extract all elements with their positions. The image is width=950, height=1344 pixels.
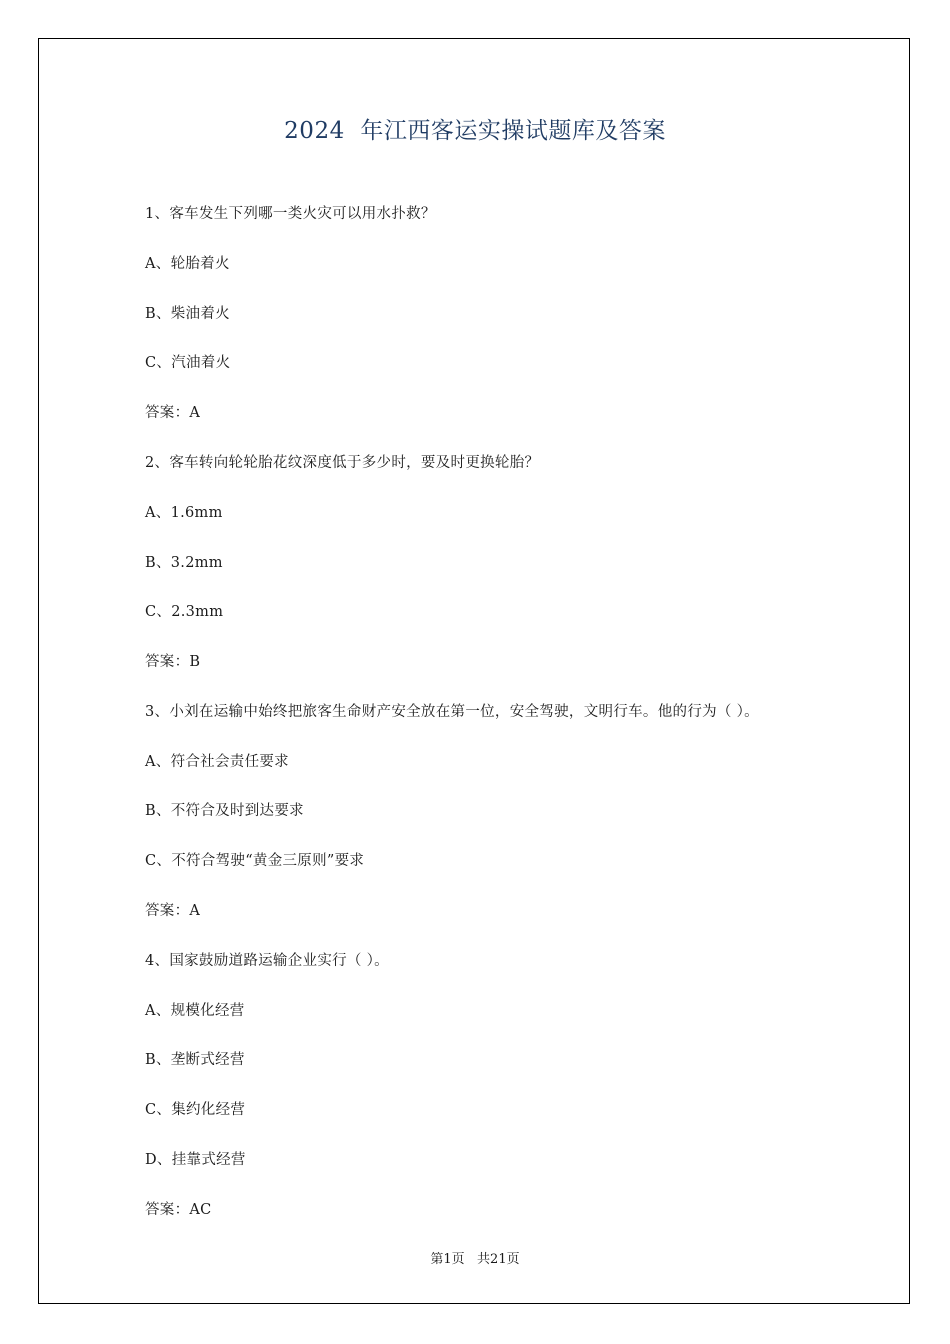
q1-option-c: C、汽油着火 — [145, 355, 231, 371]
q1-answer: 答案：A — [145, 405, 201, 421]
q3-option-b: B、不符合及时到达要求 — [145, 803, 304, 819]
page-number-footer: 第1页 共21页 — [430, 1252, 520, 1267]
question-1: 1、客车发生下列哪一类火灾可以用水扑救？ — [145, 206, 436, 222]
document-title: 2024 年江西客运实操试题库及答案 — [284, 118, 666, 144]
q2-option-b: B、3.2mm — [145, 555, 223, 571]
question-3: 3、小刘在运输中始终把旅客生命财产安全放在第一位，安全驾驶，文明行车。他的行为（ ）。 — [145, 704, 759, 720]
q2-option-a: A、1.6mm — [145, 505, 223, 521]
q4-answer: 答案：AC — [145, 1202, 212, 1218]
q3-answer: 答案：A — [145, 903, 201, 919]
q4-option-c: C、集约化经营 — [145, 1102, 246, 1118]
q3-option-c: C、不符合驾驶“黄金三原则”要求 — [145, 853, 365, 869]
question-2: 2、客车转向轮轮胎花纹深度低于多少时，要及时更换轮胎？ — [145, 455, 540, 471]
q1-option-b: B、柴油着火 — [145, 306, 230, 322]
q2-option-c: C、2.3mm — [145, 604, 224, 620]
q3-option-a: A、符合社会责任要求 — [145, 754, 289, 770]
q4-option-a: A、规模化经营 — [145, 1003, 245, 1019]
q2-answer: 答案：B — [145, 654, 201, 670]
q4-option-b: B、垄断式经营 — [145, 1052, 245, 1068]
q4-option-d: D、挂靠式经营 — [145, 1152, 246, 1168]
question-4: 4、国家鼓励道路运输企业实行（ ）。 — [145, 953, 389, 969]
q1-option-a: A、轮胎着火 — [145, 256, 230, 272]
